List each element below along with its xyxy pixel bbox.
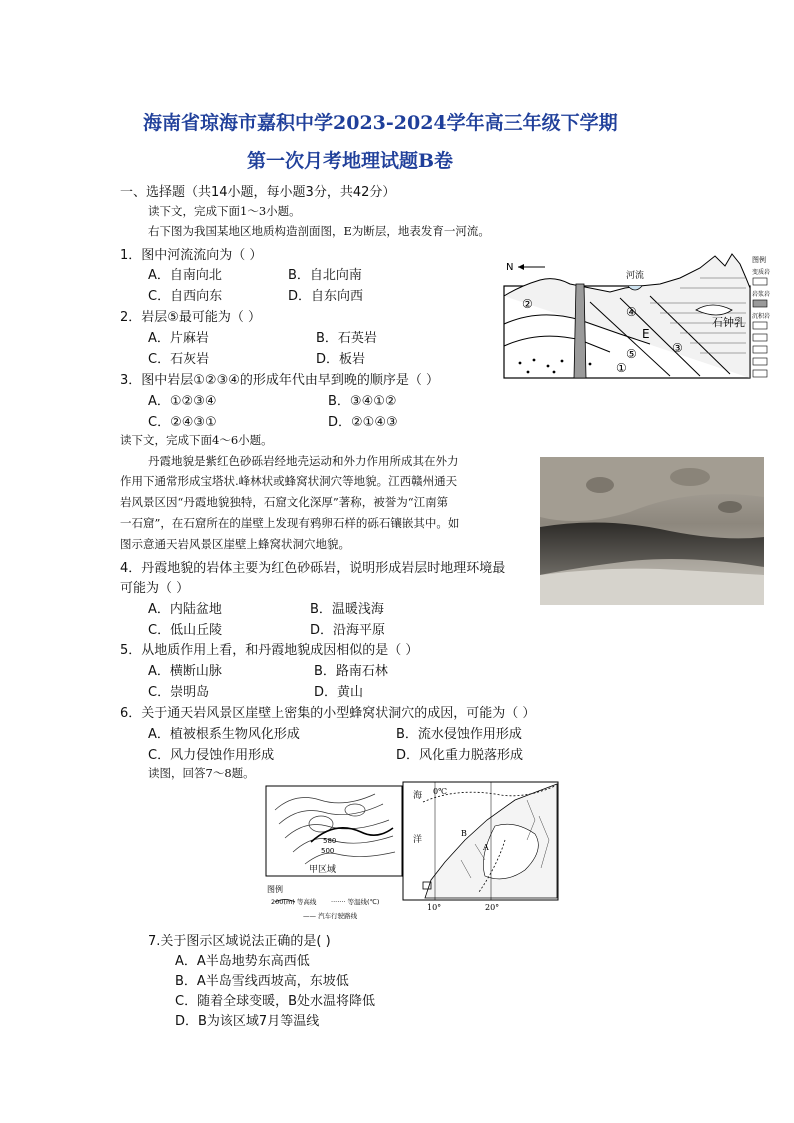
- q3-option-d[interactable]: D．②①④③: [328, 415, 398, 430]
- q6-option-c[interactable]: C．风力侵蚀作用形成: [148, 748, 275, 763]
- q4-stem-line1: 4．丹霞地貌的岩体主要为红色砂砾岩，说明形成岩层时地理环境最: [120, 561, 506, 576]
- sea-label: 海: [413, 791, 423, 801]
- q5-option-d[interactable]: D．黄山: [314, 685, 364, 700]
- q1-option-a[interactable]: A．自南向北: [148, 268, 222, 283]
- region-map-figure: [265, 780, 560, 928]
- layer-3-label: ③: [672, 341, 683, 355]
- q2-option-d[interactable]: D．板岩: [316, 352, 366, 367]
- passage-line2: 作用下通常形成宝塔状.峰林状或蜂窝状洞穴等地貌。江西赣州通天: [120, 474, 458, 488]
- q3-stem: 3．图中岩层①②③④的形成年代由早到晚的顺序是（ ）: [120, 373, 440, 388]
- q3-option-c[interactable]: C．②④③①: [148, 415, 217, 430]
- passage-line3: 岩风景区因“丹霞地貌独特，石窟文化深厚”著称，被誉为“江南第: [120, 495, 449, 509]
- q3-option-b[interactable]: B．③④①②: [328, 394, 397, 409]
- q1-option-b[interactable]: B．自北向南: [288, 268, 362, 283]
- page-title-line2: 第一次月考地理试题B卷: [247, 150, 454, 172]
- map-legend-title: 图例: [267, 885, 283, 894]
- q5-option-c[interactable]: C．崇明岛: [148, 685, 210, 700]
- q7-option-c[interactable]: C．随着全球变暖，B处水温将降低: [175, 994, 375, 1009]
- layer-5-label: ⑤: [626, 347, 637, 361]
- intro1-line1: 读下文，完成下面1～3小题。: [148, 204, 301, 218]
- legend-sedimentary: 沉积岩: [752, 313, 771, 320]
- q6-option-d[interactable]: D．风化重力脱落形成: [396, 748, 524, 763]
- isotherm-0-label: 0℃: [433, 787, 448, 796]
- point-b-label: B: [461, 829, 467, 838]
- intro1-line2: 右下图为我国某地区地质构造剖面图，E为断层，地表发育一河流。: [148, 224, 490, 238]
- q5-option-a[interactable]: A．横断山脉: [148, 664, 222, 679]
- legend-metamorphic: 变质岩: [752, 269, 771, 276]
- geologic-cross-section-figure: [500, 248, 772, 400]
- q5-option-b[interactable]: B．路南石林: [314, 664, 388, 679]
- q4-option-a[interactable]: A．内陆盆地: [148, 602, 222, 617]
- q4-option-c[interactable]: C．低山丘陵: [148, 623, 223, 638]
- layer-4-label: ④: [626, 305, 637, 319]
- q3-option-a[interactable]: A．①②③④: [148, 394, 217, 409]
- q7-option-d[interactable]: D．B为该区域7月等温线: [175, 1014, 320, 1029]
- q1-stem: 1．图中河流流向为（ ）: [120, 248, 263, 263]
- danxia-cliff-photo: [540, 457, 764, 605]
- q6-option-b[interactable]: B．流水侵蚀作用形成: [396, 727, 522, 742]
- layer-2-label: ②: [522, 297, 533, 311]
- q5-stem: 5．从地质作用上看，和丹霞地貌成因相似的是（ ）: [120, 643, 419, 658]
- contour-500-label: 500: [321, 847, 335, 855]
- q2-option-a[interactable]: A．片麻岩: [148, 331, 209, 346]
- inset-region-label: 甲区域: [309, 865, 337, 875]
- q1-option-d[interactable]: D．自东向西: [288, 289, 364, 304]
- q4-stem-line2: 可能为（ ）: [120, 581, 190, 596]
- point-a-label: A: [483, 843, 489, 852]
- q7-option-b[interactable]: B．A半岛雪线西坡高，东坡低: [175, 974, 349, 989]
- contour-inset-box: [266, 786, 402, 876]
- q6-option-a[interactable]: A．植被根系生物风化形成: [148, 727, 300, 742]
- q4-option-b[interactable]: B．温暖浅海: [310, 602, 384, 617]
- cave-label: 石钟乳: [712, 316, 745, 329]
- ocean-label: 洋: [413, 835, 423, 845]
- q2-option-b[interactable]: B．石英岩: [316, 331, 377, 346]
- q6-stem: 6．关于通天岩风景区崖壁上密集的小型蜂窝状洞穴的成因，可能为（ ）: [120, 706, 536, 721]
- longitude-20-label: 20°: [485, 903, 500, 912]
- intro3-line1: 读图，回答7～8题。: [148, 766, 255, 780]
- north-label: N: [506, 262, 514, 273]
- passage-line5: 图示意通天岩风景区崖壁上蜂窝状洞穴地貌。: [120, 537, 350, 551]
- q2-stem: 2．岩层⑤最可能为（ ）: [120, 310, 262, 325]
- passage-line1: 丹霞地貌是紫红色砂砾岩经地壳运动和外力作用所成其在外力: [148, 454, 459, 468]
- legend-title: 图例: [752, 256, 766, 264]
- q4-option-d[interactable]: D．沿海平原: [310, 623, 386, 638]
- q2-option-c[interactable]: C．石灰岩: [148, 352, 210, 367]
- intro2-line1: 读下文，完成下面4～6小题。: [120, 433, 273, 447]
- legend-contour: 200(m) 等高线: [271, 898, 317, 906]
- layer-1-label: ①: [616, 361, 627, 375]
- page-title-line1: 海南省琼海市嘉积中学2023-2024学年高三年级下学期: [143, 112, 618, 134]
- q7-stem: 7.关于图示区域说法正确的是( ): [148, 934, 331, 949]
- contour-580-label: 580: [323, 837, 337, 845]
- section-heading: 一、选择题（共14小题，每小题3分，共42分）: [120, 185, 396, 200]
- legend-road: —— 汽车行驶路线: [303, 912, 358, 920]
- q1-option-c[interactable]: C．自西向东: [148, 289, 223, 304]
- longitude-10-label: 10°: [427, 903, 442, 912]
- river-label: 河流: [626, 271, 645, 281]
- layer-e-label: E: [642, 327, 650, 341]
- q7-option-a[interactable]: A．A半岛地势东高西低: [175, 954, 310, 969]
- legend-isotherm: ······· 等温线(℃): [331, 898, 380, 906]
- legend-igneous: 岩浆岩: [752, 291, 771, 298]
- passage-line4: 一石窟”，在石窟所在的崖壁上发现有鸦卵石样的砾石镶嵌其中。如: [120, 516, 460, 530]
